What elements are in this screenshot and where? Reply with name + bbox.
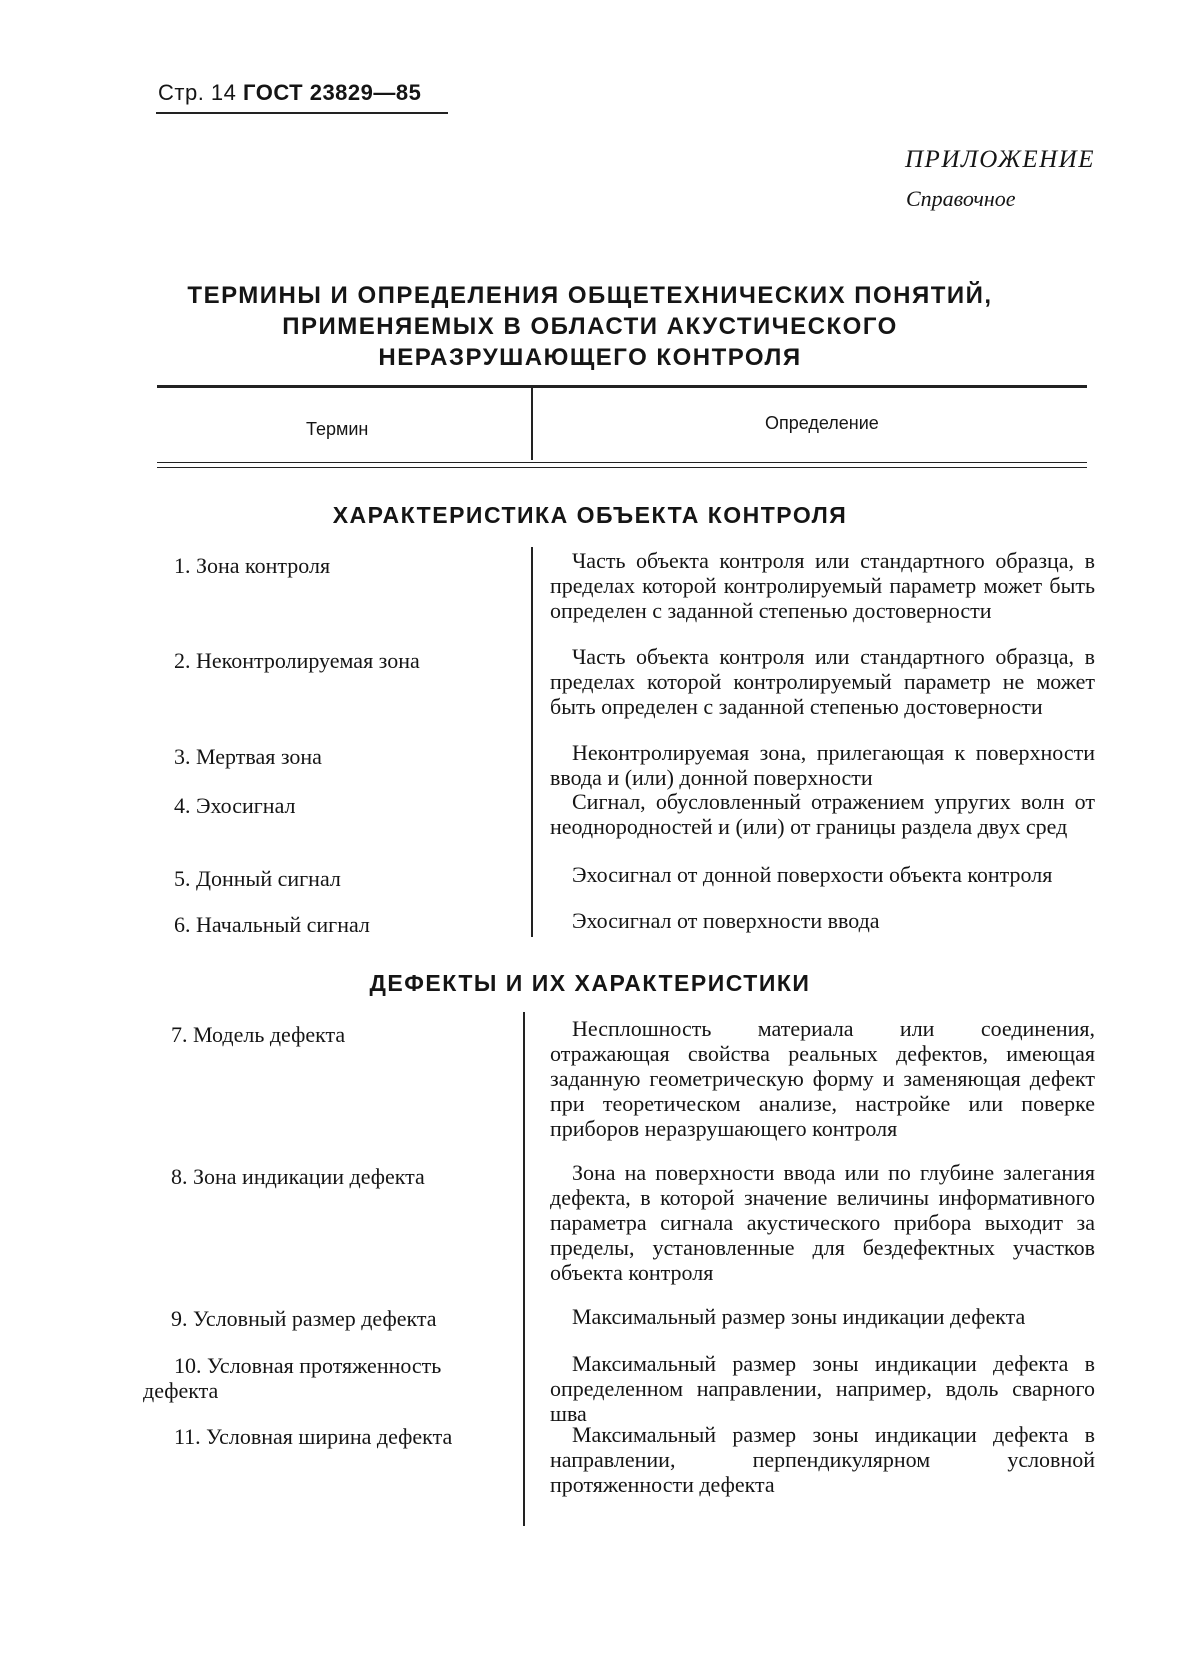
term: 2. Неконтролируемая зона — [174, 648, 420, 673]
definition: Максимальный размер зоны индикации дефекта в направлении, перпендикулярном условной протяженности дефекта — [550, 1422, 1095, 1497]
definition: Максимальный размер зоны индикации дефекта — [572, 1304, 1026, 1329]
column-divider — [523, 1012, 525, 1526]
definition: Часть объекта контроля или стандартного образца, в пределах которой контролируемый параметр не может быть определен с заданной степенью достоверности — [550, 644, 1095, 719]
title-line: ТЕРМИНЫ И ОПРЕДЕЛЕНИЯ ОБЩЕТЕХНИЧЕСКИХ ПОНЯТИЙ, — [187, 282, 993, 309]
definition: Максимальный размер зоны индикации дефекта в определенном направлении, например, вдоль сварного шва — [550, 1351, 1095, 1426]
appendix-title: ПРИЛОЖЕНИЕ — [905, 146, 1095, 173]
header-rule — [156, 112, 448, 114]
definition: Сигнал, обусловленный отражением упругих волн от неоднородностей и (или) от границы раздела двух сред — [550, 789, 1095, 839]
title-line: ПРИМЕНЯЕМЫХ В ОБЛАСТИ АКУСТИЧЕСКОГО — [282, 313, 898, 340]
term: 1. Зона контроля — [174, 553, 331, 578]
term: 8. Зона индикации дефекта — [171, 1164, 425, 1189]
col-header-definition: Определение — [765, 413, 879, 433]
term: 5. Донный сигнал — [174, 866, 341, 891]
term: 11. Условная ширина дефекта — [174, 1424, 453, 1449]
definition: Эхосигнал от поверхности ввода — [572, 908, 880, 933]
term: 9. Условный размер дефекта — [171, 1306, 437, 1331]
table-header-rule — [157, 462, 1087, 463]
table-top-rule — [157, 385, 1087, 388]
definition: Эхосигнал от донной поверхости объекта контроля — [572, 862, 1053, 887]
term: 6. Начальный сигнал — [174, 912, 370, 937]
table-header-rule — [157, 467, 1087, 468]
definition: Неконтролируемая зона, прилегающая к поверхности ввода и (или) донной поверхности — [550, 740, 1095, 790]
appendix-subtitle: Справочное — [906, 186, 1016, 211]
section-title: ХАРАКТЕРИСТИКА ОБЪЕКТА КОНТРОЛЯ — [332, 502, 848, 528]
col-header-term: Термин — [306, 419, 369, 439]
definition: Несплошность материала или соединения, отражающая свойства реальных дефектов, имеющая заданную геометрическую форму и заменяющая дефект при теоретическом анализе, настройке или поверке приборов неразрушающего контроля — [550, 1016, 1095, 1141]
term: 10. Условная протяженность дефекта — [143, 1353, 442, 1403]
standard-number: ГОСТ 23829—85 — [243, 80, 422, 105]
term: 3. Мертвая зона — [174, 744, 322, 769]
table-header-divider — [531, 388, 533, 460]
definition: Зона на поверхности ввода или по глубине залегания дефекта, в которой значение величины информативного параметра сигнала акустического прибора выходит за пределы, установленные для бездефектных участков объекта контроля — [550, 1160, 1095, 1285]
page-number: Стр. 14 — [158, 80, 237, 105]
definition: Часть объекта контроля или стандартного образца, в пределах которой контролируемый параметр может быть определен с заданной степенью достоверности — [550, 548, 1095, 623]
section-title: ДЕФЕКТЫ И ИХ ХАРАКТЕРИСТИКИ — [369, 970, 811, 996]
title-line: НЕРАЗРУШАЮЩЕГО КОНТРОЛЯ — [378, 344, 802, 371]
document-title — [160, 280, 1020, 373]
term: 4. Эхосигнал — [174, 793, 296, 818]
term: 7. Модель дефекта — [171, 1022, 346, 1047]
page-header — [158, 80, 421, 106]
column-divider — [531, 547, 533, 937]
